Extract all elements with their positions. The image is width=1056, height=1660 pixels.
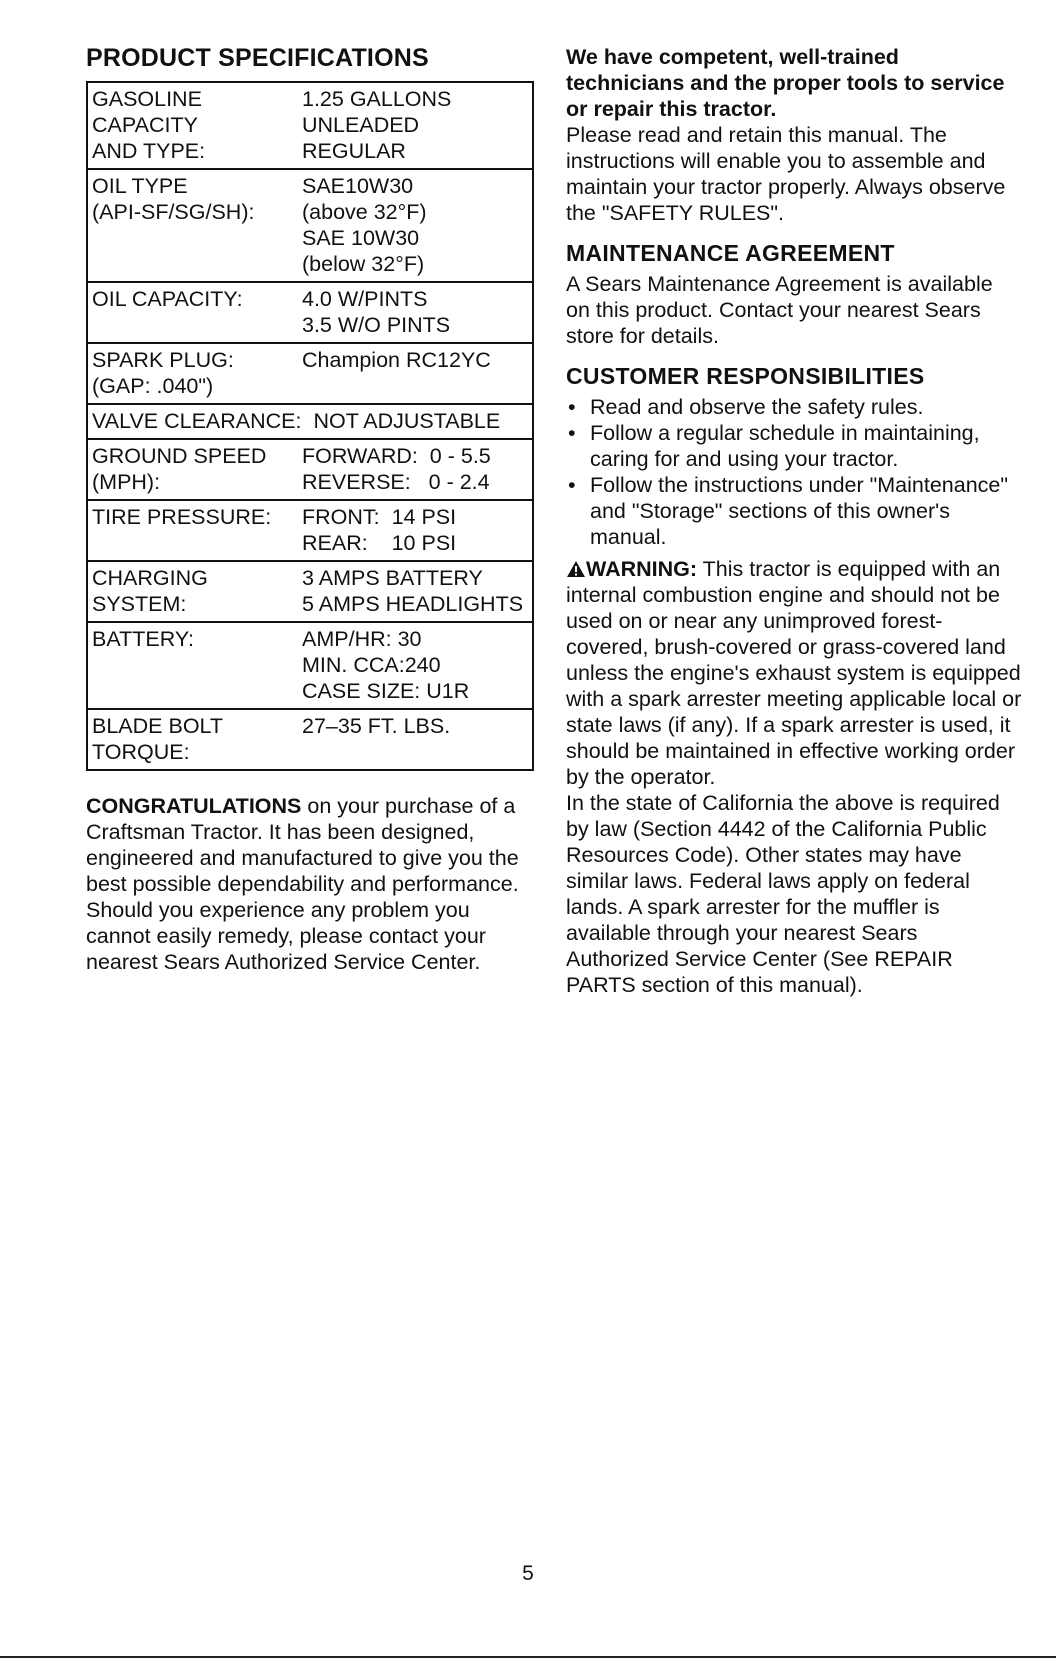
right-column [566,44,1022,998]
warning-triangle-icon [566,558,586,576]
spec-row [88,621,532,708]
spec-label: CHARGING SYSTEM: [92,566,208,616]
spec-row [88,499,532,560]
list-item [566,472,1022,550]
list-item-text: Follow a regular schedule in maintaining, caring for and using your tractor. [590,421,980,471]
left-column [86,44,538,975]
product-specifications-title: PRODUCT SPECIFICATIONS [86,44,429,72]
spec-value: 1.25 GALLONS UNLEADED REGULAR [302,87,452,163]
spec-row [88,438,532,499]
service-problem-paragraph: Should you experience any problem you cannot easily remedy, please contact your nearest Sears Authorized Service Center. [86,898,486,974]
spec-value: AMP/HR: 30 MIN. CCA:240 CASE SIZE: U1R [302,627,470,703]
spec-row [88,403,532,438]
warning-text: This tractor is equipped with an internal combustion engine and should not be used on or near any unimproved forest-covered, brush-covered or grass-covered land unless the engine's exhaust system is equipped with a spark arrester meeting applicable local or state laws (if any). If a spark arrester is used, it should be maintained in effective working order by the operator. [566,557,1022,789]
list-item [566,394,1022,420]
spec-label: BLADE BOLT TORQUE: [92,714,224,764]
bullet-dot: • [568,395,576,419]
congratulations-paragraph [86,793,538,897]
spec-row [88,560,532,621]
spec-label: GASOLINE CAPACITY AND TYPE: [92,87,206,163]
list-item [566,420,1022,472]
responsibilities-list [566,394,1022,550]
spec-value: 3 AMPS BATTERY 5 AMPS HEADLIGHTS [302,566,524,616]
spec-value: 27–35 FT. LBS. [302,714,451,738]
intro-manual-paragraph: Please read and retain this manual. The instructions will enable you to assemble and maintain your tractor properly. Always observe the "SAFETY RULES". [566,123,1006,225]
spec-row [88,168,532,281]
spec-label: TIRE PRESSURE: [92,505,272,529]
spec-label: BATTERY: [92,627,194,651]
congratulations-label: CONGRATULATIONS [86,794,302,818]
spec-label: SPARK PLUG: (GAP: .040") [92,348,234,398]
maintenance-agreement-text: A Sears Maintenance Agreement is available on this product. Contact your nearest Sears store for details. [566,272,993,348]
maintenance-agreement-title: MAINTENANCE AGREEMENT [566,240,895,266]
warning-paragraph [566,556,1022,790]
intro-technicians-paragraph: We have competent, well-trained technicians and the proper tools to service or repair this tractor. [566,45,1005,121]
congratulations-text: on your purchase of a Craftsman Tractor. It has been designed, engineered and manufactured to give you the best possible dependability and performance. [86,794,519,896]
spec-value: FRONT: 14 PSI REAR: 10 PSI [302,505,457,555]
bullet-dot: • [568,473,576,497]
spec-row [88,83,532,168]
bullet-dot: • [568,421,576,445]
bottom-rule [0,1656,1056,1658]
spec-row [88,708,532,769]
spec-label: GROUND SPEED (MPH): [92,444,267,494]
spec-value: FORWARD: 0 - 5.5 REVERSE: 0 - 2.4 [302,444,491,494]
spec-value: Champion RC12YC [302,348,491,372]
spec-row [88,281,532,342]
spec-label: OIL CAPACITY: [92,287,243,311]
list-item-text: Read and observe the safety rules. [590,395,924,419]
warning-label: WARNING: [586,557,698,581]
specifications-table [86,81,534,771]
page-number: 5 [522,1562,534,1585]
customer-responsibilities-title: CUSTOMER RESPONSIBILITIES [566,363,925,389]
spec-value: SAE10W30 (above 32°F) SAE 10W30 (below 32°F) [302,174,427,276]
spec-value: 4.0 W/PINTS 3.5 W/O PINTS [302,287,451,337]
list-item-text: Follow the instructions under "Maintenance" and "Storage" sections of this owner's manual. [590,473,1009,549]
spec-full-text: VALVE CLEARANCE: NOT ADJUSTABLE [92,409,501,433]
spec-label: OIL TYPE (API-SF/SG/SH): [92,174,255,224]
spec-row [88,342,532,403]
california-paragraph: In the state of California the above is required by law (Section 4442 of the California Public Resources Code). Other states may have similar laws. Federal laws apply on federal lands. A spark arrester for the muffler is available through your nearest Sears Authorized Service Center (See REPAIR PARTS section of this manual). [566,791,1000,997]
